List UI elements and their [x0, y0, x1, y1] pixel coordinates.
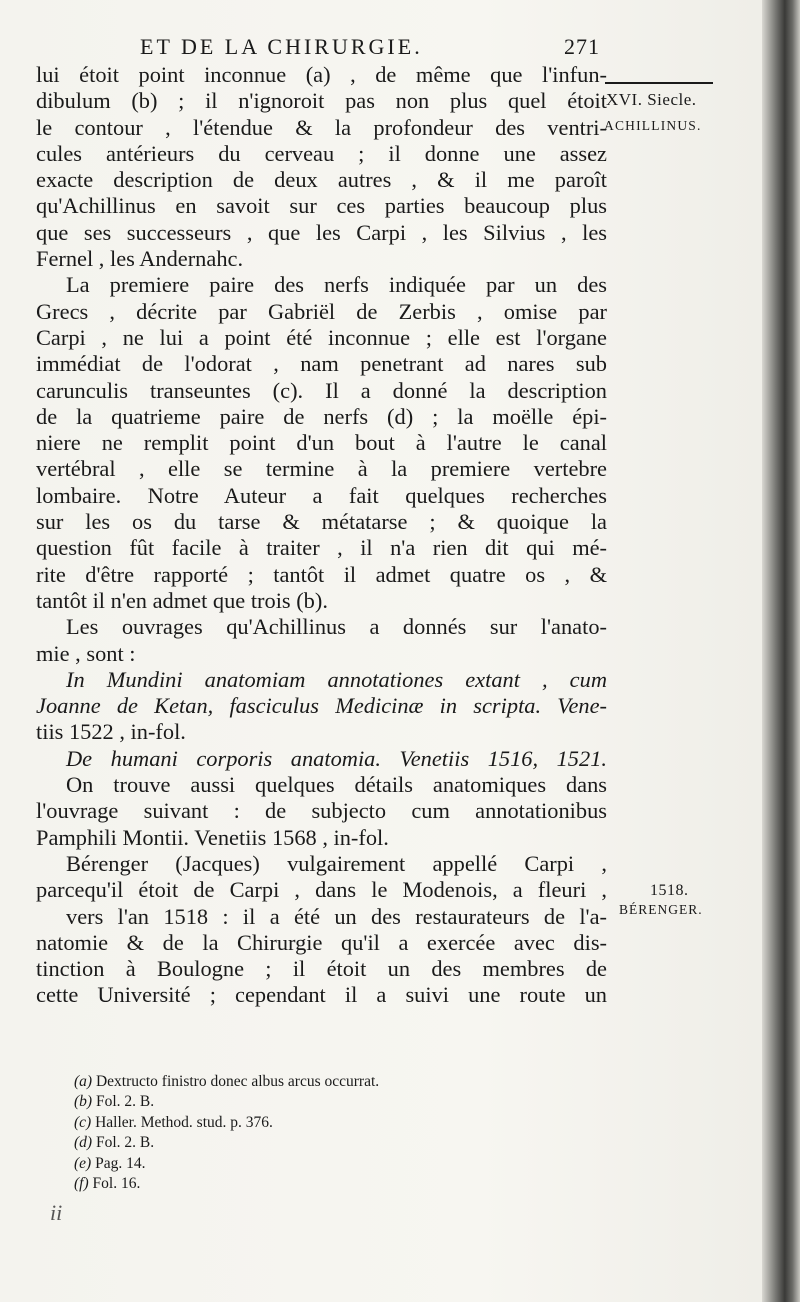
footnote: [74, 1113, 574, 1133]
text-line: Bérenger (Jacques) vulgairement appellé Carpi ,: [66, 850, 607, 876]
text-line: le contour , l'étendue & la profondeur des ventri-: [36, 114, 607, 140]
running-title: ET DE LA CHIRURGIE.: [140, 34, 423, 59]
text-line: Carpi , ne lui a point été inconnue ; elle est l'organe: [36, 324, 607, 350]
footnote-mark: (c): [74, 1113, 92, 1131]
book-spine: [762, 0, 800, 1302]
text-line: On trouve aussi quelques détails anatomiques dans: [66, 772, 607, 798]
footnote-text: Haller. Method. stud. p. 376.: [95, 1113, 273, 1131]
footnote-text: Dextructo finistro donec albus arcus occurrat.: [95, 1073, 380, 1090]
text-line: Joanne de Ketan, fasciculus Medicinæ in scripta. Vene-: [36, 693, 607, 719]
text-line: lombaire. Notre Auteur a fait quelques recherches: [36, 482, 607, 508]
text-line: rite d'être rapporté ; tantôt il admet quatre os , &: [36, 561, 607, 587]
text-line: Grecs , décrite par Gabriël de Zerbis , omise par: [36, 298, 607, 324]
footnote-mark: (a): [74, 1073, 93, 1090]
text-line: La premiere paire des nerfs indiquée par un des: [66, 272, 607, 298]
text-line: Pamphili Montii. Venetiis 1568 , in-fol.: [36, 824, 389, 850]
text-line: natomie & de la Chirurgie qu'il a exercée avec dis-: [36, 929, 607, 955]
footnote-mark: (e): [74, 1154, 92, 1172]
footnote-mark: (f): [74, 1175, 89, 1193]
text-line: Fernel , les Andernahc.: [36, 246, 244, 272]
signature-mark: ii: [50, 1200, 63, 1225]
margin-note-achillinus: ACHILLINUS.: [604, 118, 702, 133]
text-line: lui étoit point inconnue (a) , de même que l'infun-: [36, 62, 607, 87]
footnote: [74, 1154, 574, 1174]
footnote-text: Pag. 14.: [95, 1154, 146, 1172]
text-line: carunculis transeuntes (c). Il a donné la description: [36, 377, 607, 403]
text-line: vertébral , elle se termine à la premiere vertebre: [36, 456, 607, 482]
footnote: [74, 1133, 574, 1153]
text-line: cules antérieurs du cerveau ; il donne une assez: [36, 140, 607, 166]
text-line: de la quatrieme paire de nerfs (d) ; la moëlle épi-: [36, 403, 607, 429]
footnote-mark: (b): [74, 1093, 93, 1111]
footnote-text: Fol. 16.: [92, 1175, 141, 1193]
footnote-text: Fol. 2. B.: [95, 1134, 155, 1152]
footnote: [74, 1072, 574, 1092]
text-line: qu'Achillinus en savoit sur ces parties beaucoup plus: [36, 193, 607, 219]
text-line: In Mundini anatomiam annotationes extant , cum: [66, 666, 607, 692]
margin-note-year: 1518.: [650, 882, 689, 899]
text-line: exacte description de deux autres , & il me paroît: [36, 167, 607, 193]
text-line: Les ouvrages qu'Achillinus a donnés sur l'anato-: [66, 614, 607, 640]
margin-note-berenger: BÉRENGER.: [619, 902, 703, 917]
footnote-mark: (d): [74, 1134, 93, 1152]
text-line: question fût facile à traiter , il n'a rien dit qui mé-: [36, 535, 607, 561]
footnotes: [74, 1072, 574, 1194]
text-line: De humani corporis anatomia. Venetiis 1516, 1521.: [66, 745, 607, 771]
footnote: [74, 1174, 574, 1194]
footnote-text: Fol. 2. B.: [95, 1093, 155, 1111]
text-line: dibulum (b) ; il n'ignoroit pas non plus quel étoit: [36, 88, 607, 114]
running-header: [140, 34, 600, 60]
text-line: mie , sont :: [36, 640, 136, 666]
text-line: l'ouvrage suivant : de subjecto cum annotationibus: [36, 798, 607, 824]
body-text: [36, 62, 607, 1009]
text-line: tiis 1522 , in-fol.: [36, 719, 186, 745]
page-number: 271: [564, 34, 600, 59]
text-line: tantôt il n'en admet que trois (b).: [36, 587, 328, 613]
margin-note-century: XVI. Siecle.: [606, 90, 697, 109]
text-line: que ses successeurs , que les Carpi , les Silvius , les: [36, 219, 607, 245]
text-line: tinction à Boulogne ; il étoit un des membres de: [36, 956, 607, 982]
text-line: parcequ'il étoit de Carpi , dans le Modenois, a fleuri ,: [36, 877, 607, 903]
text-line: sur les os du tarse & métatarse ; & quoique la: [36, 509, 607, 535]
margin-rule: [605, 82, 713, 84]
text-line: immédiat de l'odorat , nam penetrant ad nares sub: [36, 351, 607, 377]
text-line: cette Université ; cependant il a suivi une route un: [36, 982, 607, 1008]
text-line: vers l'an 1518 : il a été un des restaurateurs de l'a-: [66, 903, 607, 929]
footnote: [74, 1092, 574, 1112]
text-line: niere ne remplit point d'un bout à l'autre le canal: [36, 430, 607, 456]
